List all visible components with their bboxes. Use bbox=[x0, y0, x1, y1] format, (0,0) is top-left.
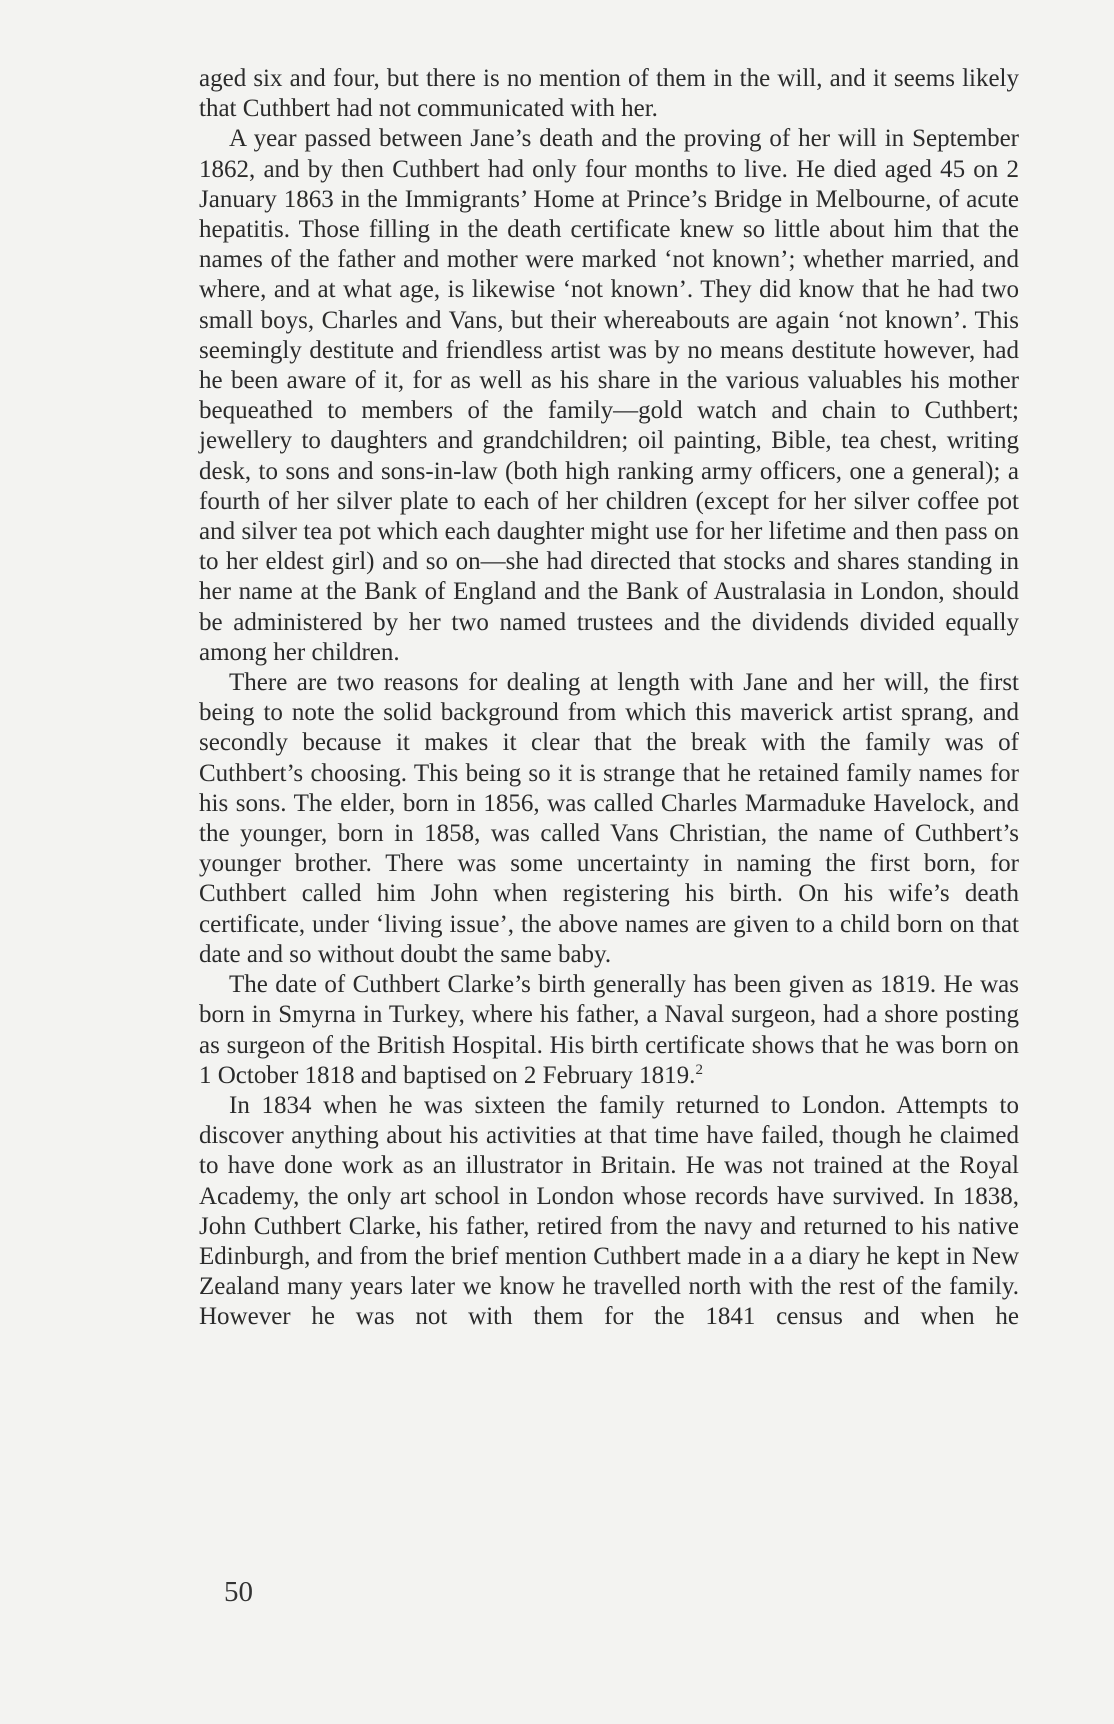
footnote-marker: 2 bbox=[695, 1061, 703, 1078]
paragraph-3: There are two reasons for dealing at length with Jane and her will, the first being to note the solid background from which this maverick artist sprang, and secondly because it makes it clear that the break with the family was of Cuthbert’s choosing. This being so it is strange that he retained family names for his sons. The elder, born in 1856, was called Charles Marmaduke Havelock, and the younger, born in 1858, was called Vans Christian, the name of Cuthbert’s younger brother. There was some uncertainty in naming the first born, for Cuthbert called him John when registering his birth. On his wife’s death certificate, under ‘living issue’, the above names are given to a child born on that date and so without doubt the same baby. bbox=[199, 669, 1019, 968]
paragraph-5: In 1834 when he was sixteen the family returned to London. Attempts to discover anything about his activities at that time have failed, though he claimed to have done work as an illustrator in Britain. He was not trained at the Royal Academy, the only art school in London whose records have survived. In 1838, John Cuthbert Clarke, his father, retired from the navy and returned to his native Edinburgh, and from the brief mention Cuthbert made in a a diary he kept in New Zealand many years later we know he travelled north with the rest of the family. However he was not with them for the 1841 census and when he bbox=[199, 1091, 1019, 1331]
paragraph-2: A year passed between Jane’s death and the proving of her will in September 1862, and by then Cuthbert had only four months to live. He died aged 45 on 2 January 1863 in the Immigrants’ Home at Prince’s Bridge in Melbourne, of acute hepatitis. Those filling in the death certificate knew so little about him that the names of the father and mother were marked ‘not known’; whether married, and where, and at what age, is likewise ‘not known’. They did know that he had two small boys, Charles and Vans, but their whereabouts are again ‘not known’. This seemingly destitute and friendless artist was by no means destitute however, had he been aware of it, for as well as his share in the various valuables his mother bequeathed to members of the family—gold watch and chain to Cuthbert; jewellery to daughters and grandchildren; oil painting, Bible, tea chest, writing desk, to sons and sons-in-law (both high ranking army officers, one a general); a fourth of her silver plate to each of her children (except for her silver coffee pot and silver tea pot which each daughter might use for her lifetime and then pass on to her eldest girl) and so on—she had directed that stocks and shares standing in her name at the Bank of England and the Bank of Australasia in London, should be administered by her two named trustees and the dividends divided equally among her children. bbox=[199, 125, 1019, 666]
paragraph-4-text: The date of Cuthbert Clarke’s birth generally has been given as 1819. He was born in Smyrna in Turkey, where his father, a Naval surgeon, had a shore posting as surgeon of the British Hospital. His birth certificate shows that he was born on 1 October 1818 and baptised on 2 February 1819. bbox=[199, 971, 1019, 1089]
page-number: 50 bbox=[224, 1576, 253, 1608]
paragraph-1: aged six and four, but there is no mention of them in the will, and it seems likely that Cuthbert had not communicated with her. bbox=[199, 65, 1019, 123]
paragraph-4 bbox=[199, 970, 1019, 1091]
body-text bbox=[199, 64, 1019, 1333]
